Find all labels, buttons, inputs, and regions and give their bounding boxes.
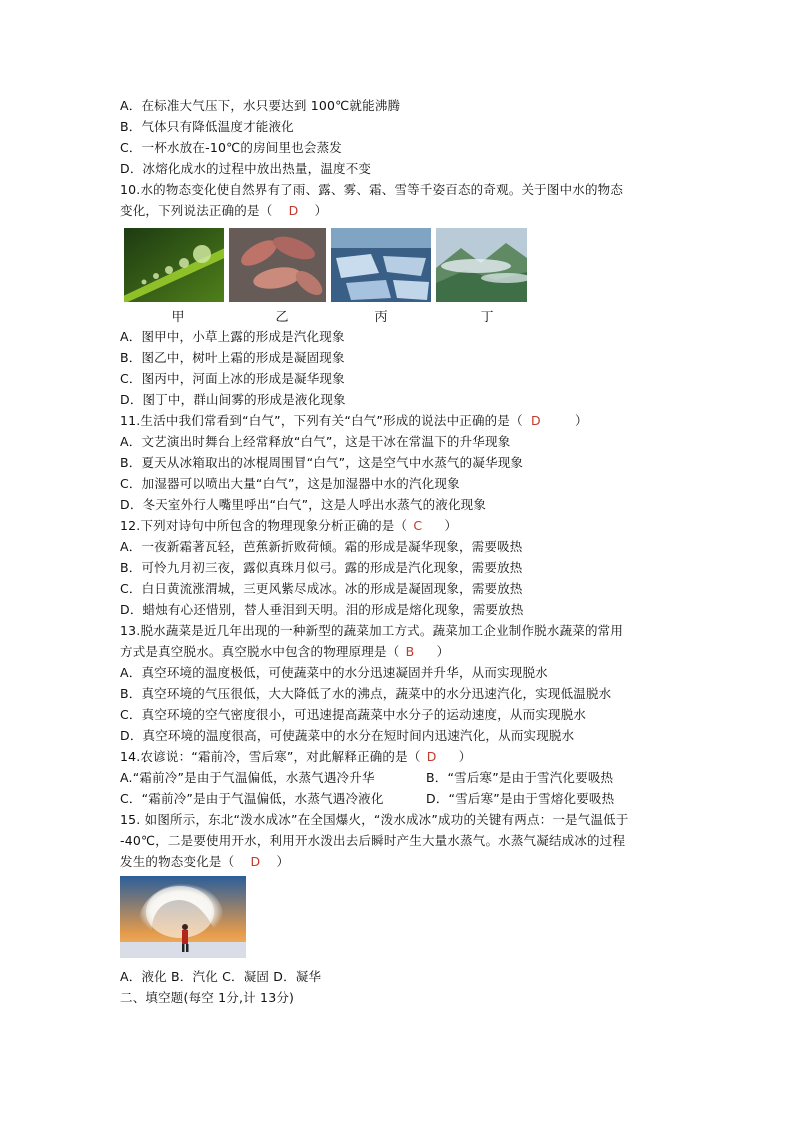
q13-option-a: A．真空环境的温度极低，可使蔬菜中的水分迅速凝固并升华，从而实现脱水 [120, 665, 548, 680]
section2-title: 二、填空题(每空 1分,计 13分) [120, 990, 295, 1005]
q11-option-a: A．文艺演出时舞台上经常释放“白气”，这是干冰在常温下的升华现象 [120, 434, 511, 449]
q15-stem-line2: -40℃，二是要使用开水，利用开水泼出去后瞬时产生大量水蒸气。水蒸气凝结成冰的过程 [120, 833, 626, 848]
q14-stem-close: ） [458, 749, 472, 764]
q15-stem-line1: 15. 如图所示，东北“泼水成冰”在全国爆火，“泼水成冰”成功的关键有两点：一是气温低于 [120, 812, 629, 827]
q15-stem-line3 [120, 854, 680, 870]
q10-option-d: D．图丁中，群山间雾的形成是液化现象 [120, 392, 346, 407]
q10-stem-line2 [120, 203, 680, 219]
q11-option-b: B．夏天从冰箱取出的冰棍周围冒“白气”，这是空气中水蒸气的凝华现象 [120, 455, 524, 470]
q14-options-row2 [120, 791, 680, 807]
q9-option-d: D．冰熔化成水的过程中放出热量，温度不变 [120, 161, 372, 176]
q11-stem-text: 11.生活中我们常看到“白气”，下列有关“白气”形成的说法中正确的是（ [120, 413, 523, 428]
photo-fog-in-mountains [436, 228, 527, 302]
q12-answer: C [413, 518, 423, 533]
q11-option-c: C．加湿器可以喷出大量“白气”，这是加湿器中水的汽化现象 [120, 476, 460, 491]
photo-dew-on-grass [124, 228, 224, 302]
photo-frost-on-leaves [229, 228, 326, 302]
q12-stem-text: 12.下列对诗句中所包含的物理现象分析正确的是（ [120, 518, 408, 533]
q10-stem-line1: 10.水的物态变化使自然界有了雨、露、雾、霜、雪等千姿百态的奇观。关于图中水的物态 [120, 182, 624, 197]
q13-answer: B [405, 644, 415, 659]
q10-stem-text: 变化，下列说法正确的是（ [120, 203, 273, 218]
caption-jia: 甲 [171, 310, 185, 325]
q10-option-c: C．图丙中，河面上冰的形成是凝华现象 [120, 371, 345, 386]
q13-option-c: C．真空环境的空气密度很小，可迅速提高蔬菜中水分子的运动速度，从而实现脱水 [120, 707, 587, 722]
q13-stem-line2 [120, 644, 680, 660]
q14-option-b: B．“雪后寒”是由于雪汽化要吸热 [426, 770, 614, 785]
q13-stem-line1: 13.脱水蔬菜是近几年出现的一种新型的蔬菜加工方式。蔬菜加工企业制作脱水蔬菜的常用 [120, 623, 624, 638]
q13-option-b: B．真空环境的气压很低，大大降低了水的沸点，蔬菜中的水分迅速汽化，实现低温脱水 [120, 686, 612, 701]
q14-options-row1 [120, 770, 680, 786]
q12-option-d: D．蜡烛有心还惜别，替人垂泪到天明。泪的形成是熔化现象，需要放热 [120, 602, 524, 617]
q12-option-c: C．白日黄流涨渭城，三更风紫尽成冰。冰的形成是凝固现象，需要放热 [120, 581, 523, 596]
q10-answer: D [288, 203, 299, 218]
caption-ding: 丁 [480, 310, 494, 325]
photo-water-to-ice [120, 876, 246, 958]
q14-option-d: D．“雪后寒”是由于雪熔化要吸热 [426, 791, 615, 806]
q14-stem [120, 749, 680, 765]
q13-option-d: D．真空环境的温度很高，可使蔬菜中的水分在短时间内迅速汽化，从而实现脱水 [120, 728, 575, 743]
q12-option-b: B．可怜九月初三夜，露似真珠月似弓。露的形成是汽化现象，需要放热 [120, 560, 523, 575]
q15-stem-text: 发生的物态变化是（ [120, 854, 235, 869]
q13-stem-close: ） [436, 644, 450, 659]
caption-yi: 乙 [275, 310, 289, 325]
q10-stem-close: ） [314, 203, 328, 218]
q15-stem-close: ） [276, 854, 290, 869]
q14-stem-text: 14.农谚说：“霜前冷，雪后寒”，对此解释正确的是（ [120, 749, 421, 764]
q11-stem [120, 413, 680, 429]
photo-ice-on-river [331, 228, 431, 302]
q14-option-c: C．“霜前冷”是由于气温偏低，水蒸气遇冷液化 [120, 791, 384, 806]
q10-option-a: A．图甲中，小草上露的形成是汽化现象 [120, 329, 345, 344]
q11-option-d: D．冬天室外行人嘴里呼出“白气”，这是人呼出水蒸气的液化现象 [120, 497, 487, 512]
q11-answer: D [530, 413, 541, 428]
q12-stem-close: ） [444, 518, 458, 533]
q15-answer: D [250, 854, 261, 869]
caption-bing: 丙 [374, 310, 388, 325]
q9-option-c: C．一杯水放在-10℃的房间里也会蒸发 [120, 140, 342, 155]
q9-option-a: A．在标准大气压下，水只要达到 100℃就能沸腾 [120, 98, 401, 113]
q13-stem-text: 方式是真空脱水。真空脱水中包含的物理原理是（ [120, 644, 400, 659]
q12-option-a: A．一夜新霜著瓦轻，芭蕉新折败荷倾。霜的形成是凝华现象，需要吸热 [120, 539, 523, 554]
q15-options: A．液化 B．汽化 C．凝固 D．凝华 [120, 969, 322, 984]
q10-option-b: B．图乙中，树叶上霜的形成是凝固现象 [120, 350, 345, 365]
q14-answer: D [426, 749, 437, 764]
q12-stem [120, 518, 680, 534]
q14-option-a: A.“霜前冷”是由于气温偏低，水蒸气遇冷升华 [120, 770, 375, 785]
q11-stem-close: ） [575, 413, 588, 428]
q9-option-b: B．气体只有降低温度才能液化 [120, 119, 294, 134]
